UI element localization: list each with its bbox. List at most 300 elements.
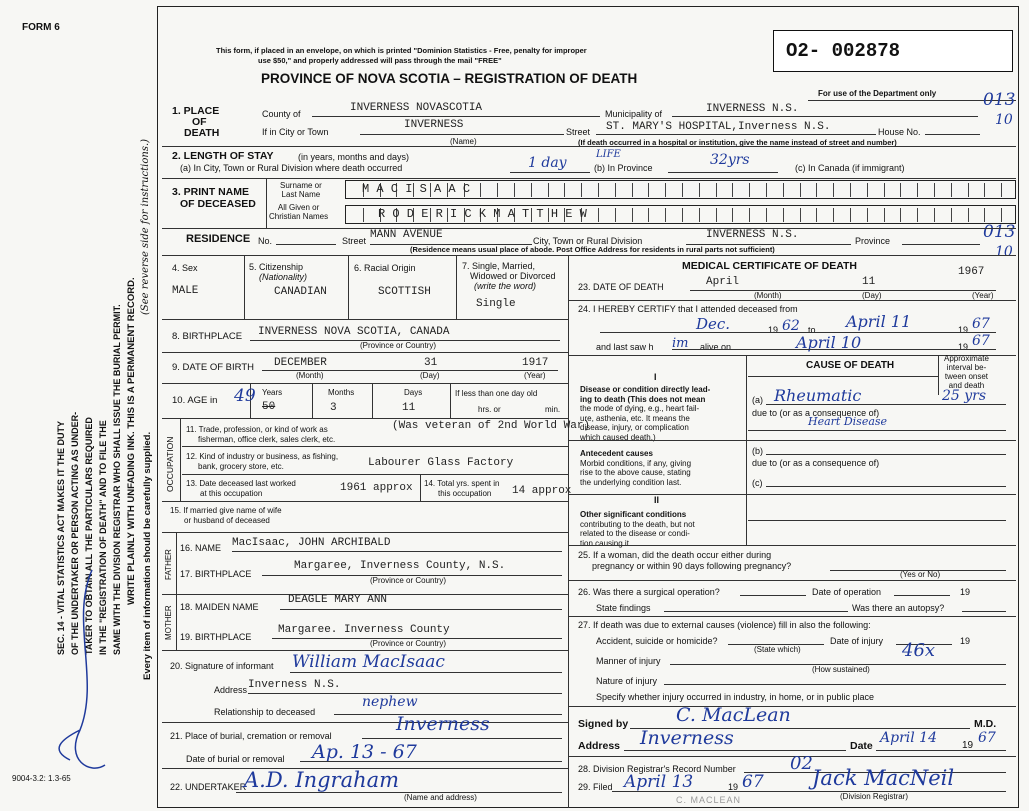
alive-on-value: April 10 xyxy=(796,333,862,352)
sidebar-line-1: SEC. 14 - VITAL STATISTICS ACT MAKES IT THE DUTY xyxy=(56,420,66,655)
q29-year: 67 xyxy=(742,772,764,792)
manner-label: Manner of injury xyxy=(596,656,661,666)
rule xyxy=(766,486,1006,487)
rule xyxy=(876,750,1006,751)
rule xyxy=(925,134,980,135)
relationship-value: nephew xyxy=(362,694,418,710)
letter-cell-divider xyxy=(363,208,364,222)
rule xyxy=(612,791,1006,792)
nineteen-filed: 19 xyxy=(728,782,739,792)
rule xyxy=(290,672,562,673)
q20-label: 20. Signature of informant xyxy=(170,661,274,671)
q25-label: 25. If a woman, did the death occur either during pregnancy or within 90 days following pregnancy? xyxy=(578,550,792,571)
rule xyxy=(748,430,1006,431)
q19-value: Margaree. Inverness County xyxy=(278,624,450,636)
department-code-4: 10 xyxy=(995,244,1013,260)
residence-province-label: Province xyxy=(855,236,891,246)
rule xyxy=(180,418,181,501)
letter-cell-divider xyxy=(917,208,918,222)
occupation-side-label: OCCUPATION xyxy=(165,436,175,492)
letter-cell-divider xyxy=(615,208,616,222)
dob-day: 31 xyxy=(424,357,438,369)
letter-cell-divider xyxy=(984,208,985,222)
signer-address-value: Inverness xyxy=(640,727,734,749)
rule xyxy=(348,255,349,319)
mailing-notice-1: This form, if placed in an envelope, on which is printed "Dominion Statistics - Free, penalty for improper xyxy=(216,46,587,55)
letter-cell-divider xyxy=(665,183,666,197)
letter-cell-divider xyxy=(833,183,834,197)
q17-value: Margaree, Inverness County, N.S. xyxy=(294,560,506,572)
letter-cell-divider xyxy=(833,208,834,222)
rule xyxy=(740,595,806,596)
rule xyxy=(672,116,978,117)
q26-label: 26. Was there a surgical operation? xyxy=(578,587,720,597)
name-label: 3. PRINT NAME OF DECEASED xyxy=(172,186,256,210)
city-value: INVERNESS xyxy=(404,119,464,131)
year-caption: (Year) xyxy=(524,371,546,380)
place-label: 1. PLACE OF DEATH xyxy=(172,105,220,139)
house-number-label: House No. xyxy=(878,127,921,137)
signed-by-label: Signed by xyxy=(578,718,629,730)
city-label: If in City or Town xyxy=(262,127,329,137)
hrs-label: hrs. or xyxy=(478,405,501,414)
letter-cell-divider xyxy=(716,208,717,222)
day-caption: (Day) xyxy=(420,371,440,380)
q17-label: 17. BIRTHPLACE xyxy=(180,569,252,579)
rule xyxy=(668,172,778,173)
residence-street-value: MANN AVENUE xyxy=(370,229,443,241)
attended-to-year: 67 xyxy=(972,316,990,332)
municipality-value: INVERNESS N.S. xyxy=(706,103,799,115)
registrar-caption: (Division Registrar) xyxy=(840,792,909,801)
letter-cell-divider xyxy=(783,183,784,197)
due-to-a: due to (or as a consequence of) xyxy=(752,408,880,418)
sex-label: 4. Sex xyxy=(172,263,198,273)
age-label: 10. AGE in xyxy=(172,395,218,406)
racial-origin-label: 6. Racial Origin xyxy=(354,263,416,273)
sidebar-line-6: WRITE PLAINLY WITH UNFADING INK. THIS IS A PERMANENT RECORD. xyxy=(126,277,137,605)
q14-value: 14 approx xyxy=(512,485,572,497)
due-to-b: due to (or as a consequence of) xyxy=(752,458,880,468)
accident-label: Accident, suicide or homicide? xyxy=(596,636,718,646)
q22-label: 22. UNDERTAKER xyxy=(170,782,247,792)
letter-cell-divider xyxy=(648,208,649,222)
rule xyxy=(450,383,451,418)
how-sustained-caption: (How sustained) xyxy=(812,665,870,674)
interval-value: 25 yrs xyxy=(942,388,987,404)
rule xyxy=(568,494,1016,495)
letter-cell-divider xyxy=(800,208,801,222)
letter-cell-divider xyxy=(514,183,515,197)
letter-cell-divider xyxy=(867,183,868,197)
letter-cell-divider xyxy=(968,183,969,197)
relationship-label: Relationship to deceased xyxy=(214,707,316,717)
marital-label: 7. Single, Married, Widowed or Divorced (write the word) xyxy=(462,261,556,291)
department-code-3: 013 xyxy=(983,222,1016,242)
specify-label: Specify whether injury occurred in industry, in home, or in public place xyxy=(596,692,874,702)
section-divider xyxy=(162,319,568,320)
section-divider xyxy=(162,255,1016,256)
sidebar-pen-mark xyxy=(30,560,130,790)
form-title: PROVINCE OF NOVA SCOTIA – REGISTRATION OF DEATH xyxy=(261,71,638,86)
citizenship-value: CANADIAN xyxy=(274,286,327,298)
section-divider xyxy=(162,146,1016,147)
q13-label: 13. Date deceased last worked at this occupation xyxy=(186,479,296,498)
rule xyxy=(456,255,457,319)
dod-day-caption: (Day) xyxy=(862,291,882,300)
rule xyxy=(300,761,562,762)
section-divider xyxy=(162,352,568,353)
rule xyxy=(236,792,562,793)
date-injury-label: Date of injury xyxy=(830,636,884,646)
letter-cell-divider xyxy=(816,183,817,197)
sex-value: MALE xyxy=(172,285,199,297)
section-divider xyxy=(162,178,1016,179)
dod-day: 11 xyxy=(862,276,876,288)
racial-origin-value: SCOTTISH xyxy=(378,286,431,298)
informant-address-label: Address xyxy=(214,685,248,695)
rule xyxy=(276,244,336,245)
county-label: County of xyxy=(262,109,301,119)
autopsy-label: Was there an autopsy? xyxy=(852,603,945,613)
to-label: to xyxy=(808,325,816,335)
rule xyxy=(766,404,1006,405)
alive-on-label: alive on xyxy=(700,342,732,352)
birthplace-value: INVERNESS NOVA SCOTIA, CANADA xyxy=(258,326,450,338)
rule xyxy=(510,172,590,173)
letter-cell-divider xyxy=(951,208,952,222)
attended-from-year: 62 xyxy=(782,318,800,334)
father-prov-caption: (Province or Country) xyxy=(370,576,447,585)
q11-value: (Was veteran of 2nd World War) xyxy=(392,420,591,432)
letter-cell-divider xyxy=(598,183,599,197)
municipality-label: Municipality of xyxy=(605,109,663,119)
age-years-struck: 50 xyxy=(262,401,276,413)
letter-cell-divider xyxy=(682,208,683,222)
last-saw-value: im xyxy=(672,336,689,351)
date-operation-label: Date of operation xyxy=(812,587,882,597)
surname-label: Surname or Last Name xyxy=(280,181,322,199)
rule xyxy=(232,551,562,552)
letter-cell-divider xyxy=(716,183,717,197)
section-divider xyxy=(568,300,1016,301)
nature-label: Nature of injury xyxy=(596,676,658,686)
hospital-note: (If death occurred in a hospital or institution, give the name instead of street and number) xyxy=(578,138,897,147)
roman-two: II xyxy=(654,495,660,505)
last-saw-label: and last saw h xyxy=(596,342,654,352)
signed-date-value: April 14 xyxy=(880,730,937,746)
letter-cell-divider xyxy=(783,208,784,222)
section-divider xyxy=(162,383,568,384)
letter-cell-divider xyxy=(632,208,633,222)
burial-place: Inverness xyxy=(396,713,490,735)
section-divider xyxy=(568,616,1016,617)
informant-address-value: Inverness N.S. xyxy=(248,679,341,691)
q27-label: 27. If death was due to external causes (violence) fill in also the following: xyxy=(578,620,871,630)
rule xyxy=(362,738,562,739)
stay-sub: (in years, months and days) xyxy=(298,152,410,162)
nineteen-op: 19 xyxy=(960,587,971,597)
cause-header: CAUSE OF DEATH xyxy=(806,360,895,371)
letter-cell-divider xyxy=(732,183,733,197)
q13-value: 1961 approx xyxy=(340,482,413,494)
attended-from: Dec. xyxy=(696,315,731,333)
antecedent-desc: Antecedent causes Morbid conditions, if any, giving rise to the above cause, stating the underlying condition last. xyxy=(580,449,692,487)
less-than-day-label: If less than one day old xyxy=(455,389,538,398)
letter-cell-divider xyxy=(732,208,733,222)
letter-cell-divider xyxy=(816,208,817,222)
rule xyxy=(664,684,1006,685)
age-years-value: 49 xyxy=(234,386,256,406)
rule xyxy=(182,446,568,447)
letter-cell-divider xyxy=(497,183,498,197)
signer-address-label: Address xyxy=(578,740,621,752)
q12-label: 12. Kind of industry or business, as fishing, bank, grocery store, etc. xyxy=(186,452,339,471)
dob-month: DECEMBER xyxy=(274,357,327,369)
rule xyxy=(420,474,421,501)
interval-header: Approximate interval be- tween onset and death xyxy=(944,354,989,390)
dod-month-caption: (Month) xyxy=(754,291,782,300)
direct-cause-desc: Disease or condition directly lead- ing to death (This does not mean the mode of dying, e.g., heart fail- ure, asthenia, etc. It means the disease, injury, or complication which caused death.) xyxy=(580,385,711,442)
footer-code: 9004-3.2: 1.3-65 xyxy=(12,774,71,783)
residence-label: RESIDENCE xyxy=(186,233,251,245)
letter-cell-divider xyxy=(867,208,868,222)
letter-cell-divider xyxy=(951,183,952,197)
q14-label: 14. Total yrs. spent in this occupation xyxy=(424,479,500,498)
q29-value: April 13 xyxy=(624,772,694,792)
street-label: Street xyxy=(566,127,591,137)
form-number: FORM 6 xyxy=(22,22,60,33)
other-conditions-desc: Other significant conditions contributing to the death, but not related to the disease or condi- tion causing it. xyxy=(580,510,695,548)
q24-label: 24. I HEREBY CERTIFY that I attended deceased from xyxy=(578,304,798,314)
nineteen-2: 19 xyxy=(958,325,969,335)
rule xyxy=(244,255,245,319)
section-divider xyxy=(162,722,568,723)
rule xyxy=(596,134,876,135)
injury-code: 46x xyxy=(902,640,936,661)
stay-life-note: LIFE xyxy=(596,149,621,160)
residence-note: (Residence means usual place of abode. Post Office Address for residents in rural parts not sufficient) xyxy=(410,245,775,254)
letter-cell-divider xyxy=(749,183,750,197)
department-code-2: 10 xyxy=(995,112,1013,128)
letter-cell-divider xyxy=(900,208,901,222)
letter-cell-divider xyxy=(648,183,649,197)
sidebar-line-8: Every item of information should be carefully supplied. xyxy=(142,431,153,680)
letter-cell-divider xyxy=(968,208,969,222)
center-divider xyxy=(568,255,569,808)
burial-date: Ap. 13 - 67 xyxy=(312,741,417,763)
rule xyxy=(746,355,747,545)
marital-value: Single xyxy=(476,298,516,310)
name-caption: (Name) xyxy=(450,137,477,146)
given-names-value: R O D E R I C K M A T T H E W xyxy=(378,207,587,221)
stay-b-label: (b) In Province xyxy=(594,163,653,173)
letter-cell-divider xyxy=(598,208,599,222)
cause-a-label: (a) xyxy=(752,395,763,405)
residence-street-label: Street xyxy=(342,236,367,246)
rule xyxy=(176,594,177,650)
nineteen-sign: 19 xyxy=(962,740,974,751)
given-names-label: All Given or Christian Names xyxy=(269,203,329,221)
rule xyxy=(664,611,848,612)
roman-one: I xyxy=(654,372,657,382)
rule xyxy=(748,376,938,377)
section-divider xyxy=(568,706,1016,707)
signed-by-value: C. MacLean xyxy=(676,704,791,726)
rule xyxy=(894,595,950,596)
letter-cell-divider xyxy=(699,183,700,197)
letter-cell-divider xyxy=(682,183,683,197)
q21-label: 21. Place of burial, cremation or removal xyxy=(170,731,332,741)
father-side-label: FATHER xyxy=(164,549,173,580)
stay-c-label: (c) In Canada (if immigrant) xyxy=(795,163,905,173)
informant-signature: William MacIsaac xyxy=(292,652,445,672)
rule xyxy=(902,244,980,245)
stay-label: 2. LENGTH OF STAY xyxy=(172,150,274,162)
letter-cell-divider xyxy=(1001,208,1002,222)
stay-b-value: 32yrs xyxy=(710,152,750,168)
nineteen-injury: 19 xyxy=(960,636,971,646)
section-divider xyxy=(162,228,1016,229)
sidebar-line-2: OF THE UNDERTAKER OR PERSON ACTING AS UNDER- xyxy=(70,411,80,655)
dod-year: 1967 xyxy=(958,266,985,278)
age-months-value: 3 xyxy=(330,402,337,414)
q18-label: 18. MAIDEN NAME xyxy=(180,602,259,612)
signed-year: 67 xyxy=(978,730,996,746)
letter-cell-divider xyxy=(1001,183,1002,197)
dod-month: April xyxy=(706,276,740,288)
letter-cell-divider xyxy=(884,183,885,197)
rule xyxy=(672,349,996,350)
rule xyxy=(962,611,1006,612)
birthplace-caption: (Province or Country) xyxy=(360,341,437,350)
min-label: min. xyxy=(545,405,561,414)
signed-date-label: Date xyxy=(850,740,873,752)
letter-cell-divider xyxy=(632,183,633,197)
letter-cell-divider xyxy=(581,183,582,197)
rule xyxy=(938,355,939,395)
stay-a-value: 1 day xyxy=(528,155,567,171)
state-findings-label: State findings xyxy=(596,603,651,613)
nineteen-3: 19 xyxy=(958,342,969,352)
q23-label: 23. DATE OF DEATH xyxy=(578,282,664,292)
registration-number-box xyxy=(773,30,1013,72)
dod-year-caption: (Year) xyxy=(972,291,994,300)
days-label: Days xyxy=(404,388,423,397)
q28-label: 28. Division Registrar's Record Number xyxy=(578,764,736,774)
cause-c-label: (c) xyxy=(752,478,763,488)
stay-a-label: (a) In City, Town or Rural Division where death occurred xyxy=(180,163,403,173)
cause-a-value: Rheumatic xyxy=(774,386,862,405)
q11-label: 11. Trade, profession, or kind of work as fisherman, office clerk, sales clerk, etc. xyxy=(186,425,336,444)
letter-cell-divider xyxy=(766,183,767,197)
dob-year: 1917 xyxy=(522,357,549,369)
registration-number: O2- 002878 xyxy=(786,40,901,62)
rule xyxy=(748,520,1006,521)
months-label: Months xyxy=(328,388,355,397)
q15-label: 15. If married give name of wife or husband of deceased xyxy=(170,506,282,525)
rule xyxy=(624,750,846,751)
letter-cell-divider xyxy=(984,183,985,197)
burial-date-label: Date of burial or removal xyxy=(186,754,285,764)
street-value: ST. MARY'S HOSPITAL,Inverness N.S. xyxy=(606,121,831,133)
rule xyxy=(312,383,313,418)
letter-cell-divider xyxy=(850,183,851,197)
sidebar-line-7: (See reverse side for instructions.) xyxy=(140,138,151,315)
letter-cell-divider xyxy=(531,183,532,197)
state-which-caption: (State which) xyxy=(754,645,801,654)
undertaker-caption: (Name and address) xyxy=(404,793,477,802)
sidebar-line-4: IN THE "REGISTRATION OF DEATH" AND TO FILE THE xyxy=(98,420,108,655)
years-label: Years xyxy=(262,388,283,397)
mailing-notice-2: use $50," and properly addressed will pass through the mail "FREE" xyxy=(258,56,502,65)
dob-label: 9. DATE OF BIRTH xyxy=(172,362,254,373)
letter-cell-divider xyxy=(615,183,616,197)
sidebar-line-3: TAKER TO OBTAIN ALL THE PARTICULARS REQUIRED xyxy=(84,417,94,655)
letter-cell-divider xyxy=(934,183,935,197)
birthplace-label: 8. BIRTHPLACE xyxy=(172,331,243,342)
alive-year: 67 xyxy=(972,333,990,349)
letter-cell-divider xyxy=(884,208,885,222)
undertaker-value: A.D. Ingraham xyxy=(244,768,400,792)
department-use-label: For use of the Department only xyxy=(818,89,937,98)
signer-stamp: C. MACLEAN xyxy=(676,795,742,805)
rule xyxy=(176,532,177,594)
department-code-1: 013 xyxy=(983,90,1016,110)
letter-cell-divider xyxy=(900,183,901,197)
letter-cell-divider xyxy=(749,208,750,222)
q16-value: MacIsaac, JOHN ARCHIBALD xyxy=(232,537,391,549)
residence-no-label: No. xyxy=(258,236,273,246)
rule xyxy=(360,134,564,135)
mother-prov-caption: (Province or Country) xyxy=(370,639,447,648)
yes-no-caption: (Yes or No) xyxy=(900,570,941,579)
letter-cell-divider xyxy=(766,208,767,222)
q28-value: 02 xyxy=(790,753,813,774)
month-caption: (Month) xyxy=(296,371,324,380)
letter-cell-divider xyxy=(665,208,666,222)
rule xyxy=(280,609,562,610)
q16-label: 16. NAME xyxy=(180,543,222,553)
q29-label: 29. Filed xyxy=(578,782,613,792)
sidebar-line-5: SAME WITH THE DIVISION REGISTRAR WHO SHALL ISSUE THE BURIAL PERMIT. xyxy=(112,304,122,655)
letter-cell-divider xyxy=(850,208,851,222)
letter-cell-divider xyxy=(917,183,918,197)
q18-value: DEAGLE MARY ANN xyxy=(288,594,388,606)
letter-cell-divider xyxy=(480,183,481,197)
md-label: M.D. xyxy=(974,718,997,730)
mother-side-label: MOTHER xyxy=(164,605,173,640)
rule xyxy=(690,290,996,291)
cause-a-due-value: Heart Disease xyxy=(808,415,888,428)
rule xyxy=(312,116,600,117)
citizenship-label: 5. Citizenship (Nationality) xyxy=(249,262,308,282)
section-divider xyxy=(162,650,568,651)
registrar-signature: Jack MacNeil xyxy=(812,766,955,790)
rule xyxy=(266,178,267,228)
letter-cell-divider xyxy=(564,183,565,197)
letter-cell-divider xyxy=(800,183,801,197)
residence-city-value: INVERNESS N.S. xyxy=(706,229,799,241)
medical-header: MEDICAL CERTIFICATE OF DEATH xyxy=(682,260,857,272)
attended-to: April 11 xyxy=(846,312,912,331)
rule xyxy=(568,440,1016,441)
section-divider xyxy=(162,532,568,533)
age-days-value: 11 xyxy=(402,402,416,414)
residence-city-label: City, Town or Rural Division xyxy=(533,236,643,246)
q19-label: 19. BIRTHPLACE xyxy=(180,632,252,642)
county-value: INVERNESS NOVASCOTIA xyxy=(350,102,483,114)
